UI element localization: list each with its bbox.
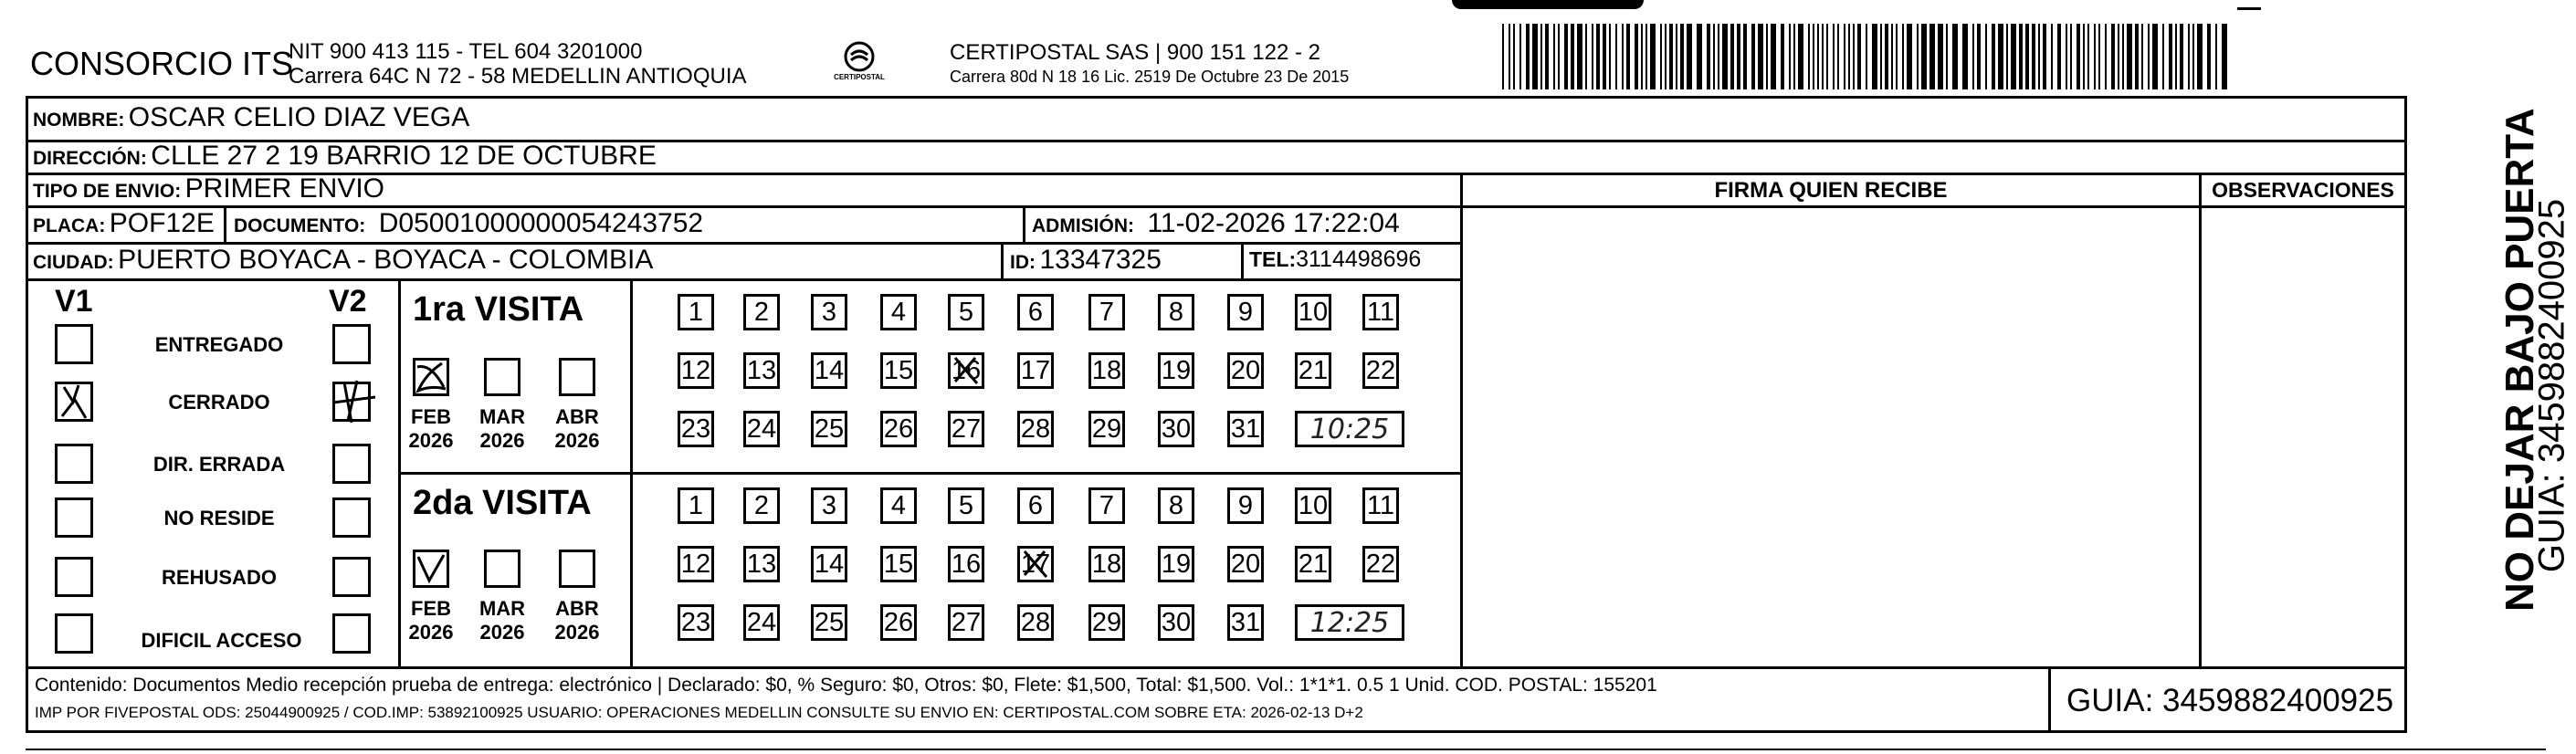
footer-line1: Contenido: Documentos Medio recepción prueba de entrega: electrónico | Declarado: $0, % Seguro: $0, Otros: $0, Flete: $1,500, Total: $1,500. Vol.: 1*1*1. 0.5 1 Unid. COD. POSTAL: 155201 — [35, 675, 1657, 696]
status-item-label: NO RESIDE — [163, 507, 275, 529]
cross-mark-icon — [1017, 546, 1054, 582]
visit1-day-2[interactable]: 2 — [743, 294, 780, 330]
visit2-month-label: FEB 2026 — [408, 597, 454, 644]
visit2-mar-checkbox[interactable] — [484, 550, 520, 588]
visit2-day-21[interactable]: 21 — [1295, 546, 1331, 582]
visit1-title: 1ra VISITA — [413, 290, 584, 329]
check-mark-icon — [328, 377, 379, 426]
check-mark-icon — [413, 358, 449, 396]
admision-row — [1032, 208, 1400, 239]
visit1-marked-day-label: 16 — [951, 355, 982, 385]
documento-label: DOCUMENTO: — [234, 215, 366, 236]
nombre-label: NOMBRE: — [33, 110, 125, 131]
visit1-day-26[interactable]: 26 — [880, 411, 917, 447]
visit2-day-17[interactable] — [1017, 546, 1054, 582]
v2-dificil-acceso-checkbox[interactable] — [332, 613, 371, 654]
visit2-day-18[interactable]: 18 — [1088, 546, 1125, 582]
firma-label: FIRMA QUIEN RECIBE — [1714, 178, 1948, 203]
visit2-time-box[interactable]: 12:25 — [1295, 604, 1404, 641]
v1-rehusado-checkbox[interactable] — [55, 557, 93, 597]
visit1-time-box[interactable]: 10:25 — [1295, 411, 1404, 447]
visit1-day-7[interactable]: 7 — [1088, 294, 1125, 330]
certipostal-logo-text: CERTIPOSTAL — [834, 73, 885, 81]
visit1-day-19[interactable]: 19 — [1158, 352, 1194, 389]
visit2-day-9[interactable]: 9 — [1227, 487, 1264, 524]
tipo-label: TIPO DE ENVIO: — [33, 181, 182, 202]
v1-dificil-acceso-checkbox[interactable] — [55, 613, 93, 654]
divider — [2199, 173, 2202, 666]
id-value: 13347325 — [1039, 245, 1162, 275]
visit2-day-15[interactable]: 15 — [880, 546, 917, 582]
v1-no-reside-checkbox[interactable] — [55, 497, 93, 538]
visit1-day-28[interactable]: 28 — [1017, 411, 1054, 447]
v2-no-reside-checkbox[interactable] — [332, 497, 371, 538]
visit1-day-14[interactable]: 14 — [811, 352, 847, 389]
visit2-day-24[interactable]: 24 — [743, 604, 780, 641]
divider — [224, 205, 226, 242]
status-item-label: ENTREGADO — [154, 333, 284, 356]
visit1-day-4[interactable]: 4 — [880, 294, 917, 330]
direccion-value: CLLE 27 2 19 BARRIO 12 DE OCTUBRE — [151, 141, 657, 171]
v1-label: V1 — [55, 284, 93, 319]
placa-value: POF12E — [109, 208, 215, 238]
ciudad-label: CIUDAD: — [33, 252, 114, 273]
sender-name: CONSORCIO ITS — [30, 45, 294, 82]
visit2-day-23[interactable]: 23 — [678, 604, 714, 641]
v2-entregado-checkbox[interactable] — [332, 324, 371, 364]
visit1-month-label: MAR 2026 — [478, 405, 526, 453]
visit1-day-27[interactable]: 27 — [948, 411, 984, 447]
visit1-day-5[interactable]: 5 — [948, 294, 984, 330]
v2-cerrado-checkbox[interactable] — [332, 382, 371, 422]
check-mark-icon — [55, 382, 93, 422]
visit1-day-24[interactable]: 24 — [743, 411, 780, 447]
id-row — [1010, 245, 1162, 276]
visit1-day-20[interactable]: 20 — [1227, 352, 1264, 389]
ciudad-value: PUERTO BOYACA - BOYACA - COLOMBIA — [118, 245, 654, 275]
direccion-row — [33, 141, 657, 172]
visit2-day-8[interactable]: 8 — [1158, 487, 1194, 524]
visit2-day-29[interactable]: 29 — [1088, 604, 1125, 641]
visit1-day-12[interactable]: 12 — [678, 352, 714, 389]
visit2-day-10[interactable]: 10 — [1295, 487, 1331, 524]
nombre-row — [33, 102, 469, 133]
divider — [1460, 173, 1463, 666]
visit1-day-17[interactable]: 17 — [1017, 352, 1054, 389]
visit2-day-6[interactable]: 6 — [1017, 487, 1054, 524]
placa-row — [33, 208, 215, 239]
status-item-label: CERRADO — [168, 391, 270, 414]
admision-value: 11-02-2026 17:22:04 — [1147, 208, 1400, 238]
visit1-mar-checkbox[interactable] — [484, 358, 520, 396]
visit1-day-31[interactable]: 31 — [1227, 411, 1264, 447]
v1-dir-errada-checkbox[interactable] — [55, 444, 93, 484]
visit2-day-5[interactable]: 5 — [948, 487, 984, 524]
visit2-day-27[interactable]: 27 — [948, 604, 984, 641]
carrier-line2: Carrera 80d N 18 16 Lic. 2519 De Octubre 23 De 2015 — [950, 68, 1350, 86]
visit1-abr-checkbox[interactable] — [559, 358, 595, 396]
admision-label: ADMISIÓN: — [1032, 215, 1134, 236]
divider — [2048, 666, 2051, 733]
v2-dir-errada-checkbox[interactable] — [332, 444, 371, 484]
observaciones-label: OBSERVACIONES — [2212, 178, 2394, 202]
tel-value: 3114498696 — [1296, 246, 1422, 272]
visit1-day-1[interactable]: 1 — [678, 294, 714, 330]
visit2-abr-checkbox[interactable] — [559, 550, 595, 588]
ciudad-row — [33, 245, 653, 276]
divider — [1023, 205, 1025, 242]
documento-value: D05001000000054243752 — [378, 208, 704, 238]
visit2-day-30[interactable]: 30 — [1158, 604, 1194, 641]
certipostal-logo — [835, 38, 884, 86]
id-label: ID: — [1010, 252, 1036, 273]
side-guia: GUIA: 3459882400925 — [2531, 198, 2572, 573]
cross-mark-icon — [948, 352, 984, 389]
visit2-title: 2da VISITA — [413, 484, 592, 522]
status-item-label: DIR. ERRADA — [152, 453, 286, 476]
visit2-day-1[interactable]: 1 — [678, 487, 714, 524]
visit2-day-20[interactable]: 20 — [1227, 546, 1264, 582]
visit1-day-29[interactable]: 29 — [1088, 411, 1125, 447]
visit1-month-label: FEB 2026 — [408, 405, 454, 453]
visit1-day-21[interactable]: 21 — [1295, 352, 1331, 389]
carrier-line1: CERTIPOSTAL SAS | 900 151 122 - 2 — [950, 40, 1320, 65]
visit1-feb-checkbox[interactable] — [413, 358, 449, 396]
visit1-day-11[interactable]: 11 — [1362, 294, 1399, 330]
divider — [1241, 242, 1244, 278]
scan-line — [26, 749, 2546, 750]
visit1-day-25[interactable]: 25 — [811, 411, 847, 447]
tipo-row — [33, 173, 384, 204]
footer-line2: IMP POR FIVEPOSTAL ODS: 25044900925 / COD.IMP: 53892100925 USUARIO: OPERACIONES MEDELLIN CONSULTE SU ENVIO EN: CERTIPOSTAL.COM SOBRE ETA: 2026-02-13 D+2 — [35, 704, 1363, 721]
visit1-day-22[interactable]: 22 — [1362, 352, 1399, 389]
scan-mark — [1452, 0, 1644, 9]
corner-mark — [2237, 7, 2261, 10]
sender-line1: NIT 900 413 115 - TEL 604 3201000 — [289, 39, 643, 64]
visit2-day-19[interactable]: 19 — [1158, 546, 1194, 582]
visit1-day-30[interactable]: 30 — [1158, 411, 1194, 447]
visit2-day-22[interactable]: 22 — [1362, 546, 1399, 582]
visit2-day-12[interactable]: 12 — [678, 546, 714, 582]
documento-row — [234, 208, 703, 239]
visit2-day-25[interactable]: 25 — [811, 604, 847, 641]
divider — [2404, 173, 2407, 666]
visit1-day-13[interactable]: 13 — [743, 352, 780, 389]
visit2-day-4[interactable]: 4 — [880, 487, 917, 524]
visit2-day-11[interactable]: 11 — [1362, 487, 1399, 524]
divider — [1001, 242, 1004, 278]
visit2-day-13[interactable]: 13 — [743, 546, 780, 582]
status-item-label: DIFICIL ACCESO — [141, 629, 302, 652]
visit1-day-16[interactable] — [948, 352, 984, 389]
visit2-month-label: ABR 2026 — [554, 597, 600, 644]
side-panel — [2420, 0, 2575, 754]
visit2-marked-day-label: 17 — [1020, 549, 1051, 579]
visit2-day-26[interactable]: 26 — [880, 604, 917, 641]
visit2-day-2[interactable]: 2 — [743, 487, 780, 524]
visit2-day-14[interactable]: 14 — [811, 546, 847, 582]
nombre-value: OSCAR CELIO DIAZ VEGA — [128, 102, 470, 132]
visit1-day-9[interactable]: 9 — [1227, 294, 1264, 330]
visit2-day-7[interactable]: 7 — [1088, 487, 1125, 524]
visit1-day-8[interactable]: 8 — [1158, 294, 1194, 330]
visit1-day-23[interactable]: 23 — [678, 411, 714, 447]
sender-line2: Carrera 64C N 72 - 58 MEDELLIN ANTIOQUIA — [289, 64, 747, 89]
v1-cerrado-checkbox[interactable] — [55, 382, 93, 422]
visit2-day-31[interactable]: 31 — [1227, 604, 1264, 641]
check-mark-icon — [413, 550, 449, 588]
visit2-feb-checkbox[interactable] — [413, 550, 449, 588]
tel-row — [1249, 246, 1421, 273]
visit1-day-6[interactable]: 6 — [1017, 294, 1054, 330]
visit1-day-15[interactable]: 15 — [880, 352, 917, 389]
side-warning: NO DEJAR BAJO PUERTA — [2497, 108, 2542, 612]
v2-rehusado-checkbox[interactable] — [332, 557, 371, 597]
divider — [398, 472, 1463, 475]
visit2-day-3[interactable]: 3 — [811, 487, 847, 524]
status-item-label: REHUSADO — [162, 566, 277, 589]
visit2-month-label: MAR 2026 — [478, 597, 526, 644]
v1-entregado-checkbox[interactable] — [55, 324, 93, 364]
visit2-day-16[interactable]: 16 — [948, 546, 984, 582]
tipo-value: PRIMER ENVIO — [184, 173, 385, 204]
direccion-label: DIRECCIÓN: — [33, 148, 147, 169]
visit1-day-3[interactable]: 3 — [811, 294, 847, 330]
v2-label: V2 — [329, 284, 367, 319]
visit1-day-10[interactable]: 10 — [1295, 294, 1331, 330]
placa-label: PLACA: — [33, 215, 106, 236]
footer-guia: GUIA: 3459882400925 — [2066, 683, 2394, 718]
divider — [26, 278, 1463, 281]
visit2-day-28[interactable]: 28 — [1017, 604, 1054, 641]
tel-label: TEL: — [1249, 247, 1297, 271]
visit1-day-18[interactable]: 18 — [1088, 352, 1125, 389]
barcode — [1502, 24, 2233, 89]
visit1-month-label: ABR 2026 — [554, 405, 600, 453]
